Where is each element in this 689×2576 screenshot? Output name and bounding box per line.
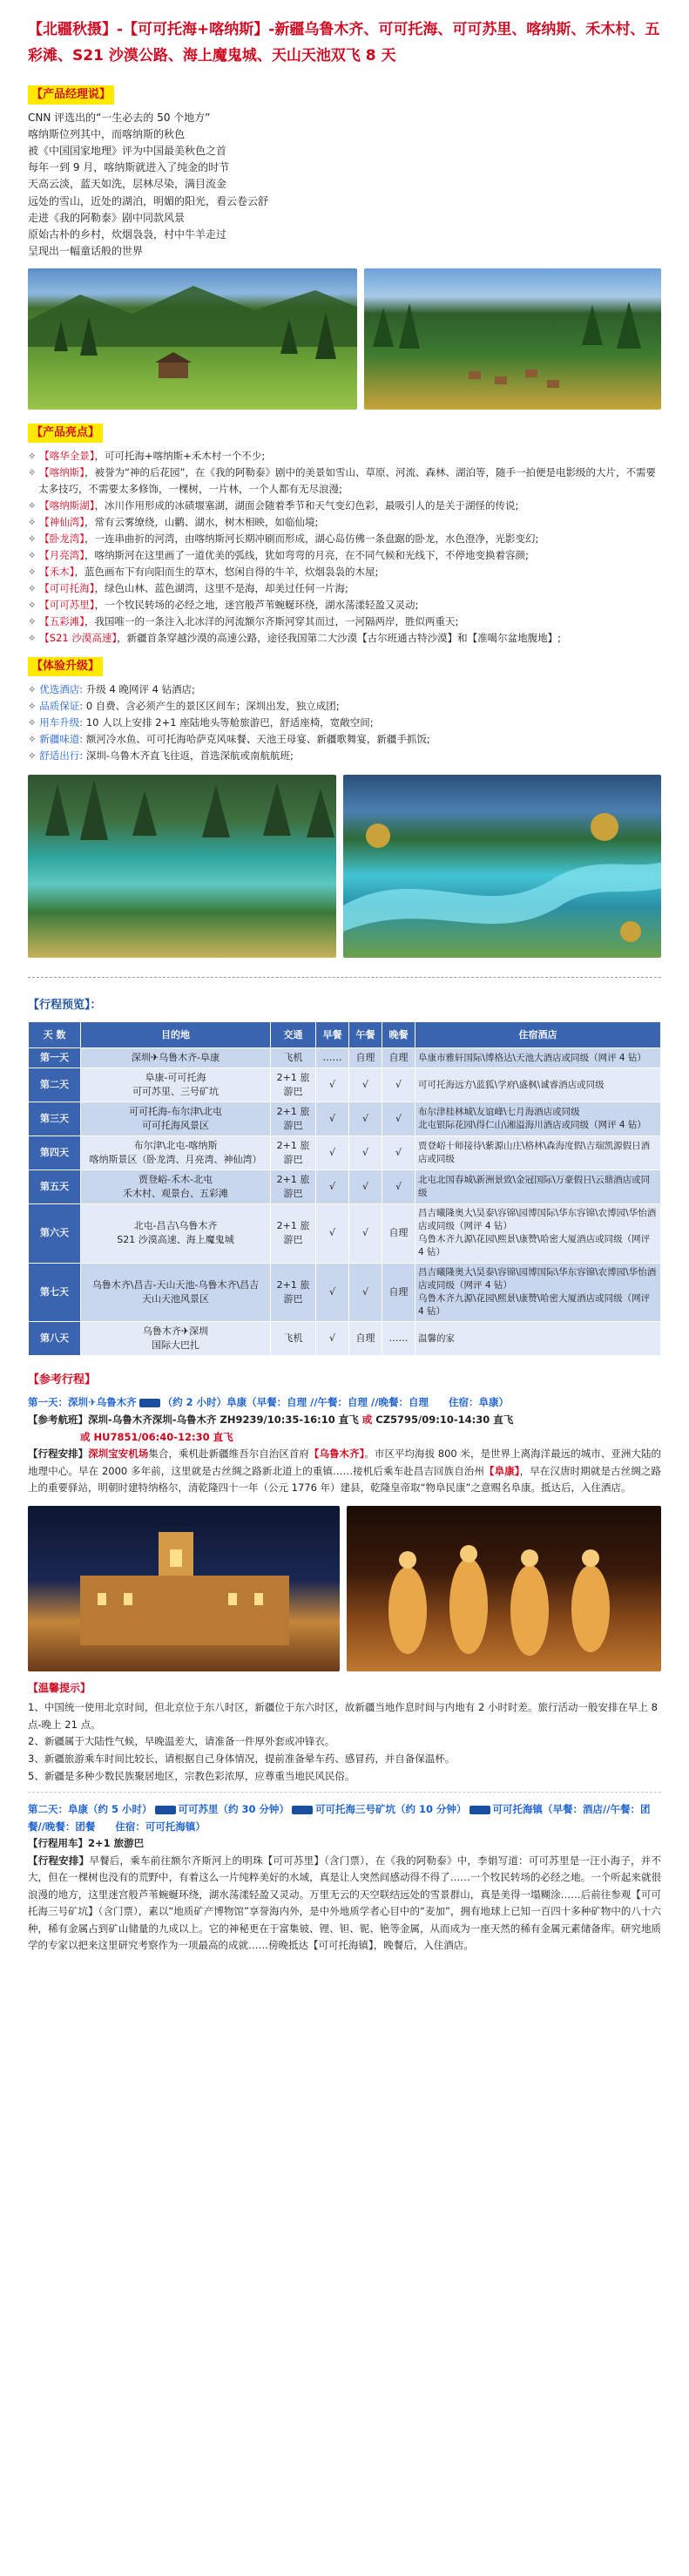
highlight-text: ，被誉为“神的后花园”，在《我的阿勒泰》剧中的美景如雪山、草原、河流、森林、湖泊等，随手一拍便是电影级的大片，不需要太多技巧，不需要太多修饰，一棵树，一片林，一个人都有无尽浪漫;	[38, 466, 656, 496]
table-cell-l: √	[349, 1263, 382, 1322]
table-cell-hotel: 可可托海远方\蓝狐\学府\盛枫\诚睿酒店或同级	[415, 1068, 661, 1102]
tip-item: 1、中国统一使用北京时间，但北京位于东八时区，新疆位于东六时区，故新疆当地作息时间与内地有 2 小时时差。旅行活动一般安排在早上 8 点-晚上 21 点。	[28, 1701, 658, 1731]
table-header-cell: 交通	[271, 1022, 316, 1048]
table-cell-dest: 乌鲁木齐\昌吉-天山天池-乌鲁木齐\昌吉 天山天池风景区	[81, 1263, 271, 1322]
table-header-cell: 住宿酒店	[415, 1022, 661, 1048]
table-cell-b: √	[316, 1068, 349, 1102]
day1-line	[28, 1394, 661, 1412]
bus-icon	[155, 1806, 176, 1814]
day2-arrange-text: 早餐后，乘车前往额尔齐斯河上的明珠【可可苏里】（含门票），在《我的阿勒泰》中，李娟写道：可可苏里是一汪小海子，并不大，但在一棵树也没有的荒野中，有着这么一片纯粹美好的水域，真是让人突然间感动得不得了……一个牧民转场的必经之地。一个听起来就很浪漫的地方，这里迷宫般芦苇蜿蜒环绕，湖水荡漾轻盈又灵动。万里无云的天空联结远处的雪景群山，真是美得一塌糊涂……后前往参观【可可托海三号矿坑】（含门票），素以“地质矿产博物馆”享誉海内外，是中外地质学者心目中的“麦加”，拥有地球上已知一百四十多种矿物中的八十六种，稀有金属占到矿山储量的九成以上。它的神秘更在于富集铍、锂、钽、铌、铯等金属，从而成为一座天然的稀有金属元素储备库。研究地质学的专家以把来这里研究考察作为一项最高的成就……傍晚抵达【可可托海镇】，晚餐后，入住酒店。	[28, 1854, 661, 1952]
table-cell-dest: 深圳✈乌鲁木齐-阜康	[81, 1048, 271, 1068]
upgrade-item: ✧ 用车升级: 10 人以上安排 2+1 座陆地头等舱旅游巴，舒适座椅，宽敞空间;	[28, 716, 374, 729]
table-cell-hotel: 布尔津桂林城\友谊峰\七月海酒店或同级 北屯银际花园\得仁山\湘溢海川酒店或同级（网评 4 钻）	[415, 1102, 661, 1136]
table-cell-b: √	[316, 1102, 349, 1136]
table-cell-l: √	[349, 1169, 382, 1203]
landscape-photo-lake-shore	[28, 775, 336, 958]
table-header-cell: 午餐	[349, 1022, 382, 1048]
bus-icon	[139, 1399, 160, 1407]
table-cell-day: 第八天	[29, 1322, 81, 1356]
table-cell-l: √	[349, 1135, 382, 1169]
experience-line: 呈现出一幅童话般的世界	[28, 245, 144, 258]
highlight-key: 【卧龙湾】	[39, 532, 85, 546]
flight-or: 或	[361, 1413, 373, 1427]
table-header-cell: 晚餐	[382, 1022, 415, 1048]
table-cell-day: 第七天	[29, 1263, 81, 1322]
highlight-item: ✧ 【五彩滩】，我国唯一的一条注入北冰洋的河流额尔齐斯河穿其而过，一河隔两岸，胜似两重天;	[28, 615, 459, 628]
photo-row-1	[28, 268, 661, 410]
upgrade-item: ✧ 优选酒店: 升级 4 晚网评 4 钻酒店;	[28, 683, 195, 696]
landscape-photo-river-bend	[343, 775, 661, 958]
landscape-photo-village-forest	[364, 268, 661, 410]
table-cell-d: √	[382, 1102, 415, 1136]
table-cell-dest: 北屯-昌吉\乌鲁木齐 S21 沙漠高速、海上魔鬼城	[81, 1203, 271, 1263]
table-cell-day: 第二天	[29, 1068, 81, 1102]
experience-line: 天高云淡，蓝天如洗，层林尽染，满目流金	[28, 178, 227, 191]
day2-line-b: 可可苏里（约 30 分钟）	[178, 1803, 290, 1816]
traffic-label: 【行程用车】	[28, 1837, 88, 1850]
highlight-key: 【可可苏里】	[39, 599, 95, 612]
table-cell-traffic: 飞机	[271, 1322, 316, 1356]
highlight-text: ，一连串曲折的河湾，由喀纳斯河长期冲刷而形成，湖心岛仿佛一条盘踞的卧龙，水色澄净，光影变幻;	[84, 532, 539, 546]
highlights-list	[28, 448, 661, 647]
itinerary-heading: 【行程预览】：	[28, 999, 102, 1013]
landscape-photo-mountain-meadow	[28, 268, 357, 410]
table-cell-l: √	[349, 1102, 382, 1136]
experience-line: 喀纳斯位列其中，而喀纳斯的秋色	[28, 127, 186, 140]
table-row	[29, 1048, 661, 1068]
experience-line: CNN 评选出的“一生必去的 50 个地方”	[28, 111, 211, 124]
table-cell-day: 第四天	[29, 1135, 81, 1169]
table-cell-traffic: 2+1 旅游巴	[271, 1169, 316, 1203]
day1-arrange	[28, 1446, 661, 1497]
highlight-key: 【喀纳斯湖】	[39, 499, 95, 512]
tip-item: 3、新疆旅游乘车时间比较长，请根据自己身体情况，提前准备晕车药、感冒药，并自备保温杯。	[28, 1752, 456, 1765]
photo-row-3	[28, 1506, 661, 1671]
highlight-key: 【月亮湾】	[39, 549, 85, 562]
day2-arrange	[28, 1853, 661, 1955]
highlight-key: 【可可托海】	[39, 582, 95, 595]
table-cell-b: √	[316, 1203, 349, 1263]
day1-line-detail: （约 2 小时）阜康（早餐：自理 //午餐：自理 //晚餐：自理 住宿：阜康）	[162, 1396, 509, 1409]
table-cell-hotel: 北屯北国春城\新洲景致\金冠国际\万豪假日\云鼎酒店或同级	[415, 1169, 661, 1203]
section-tag-experience: 【产品经理说】	[28, 85, 114, 105]
highlight-key: 【喀华全景】	[39, 450, 95, 463]
itinerary-table	[28, 1021, 661, 1356]
highlight-item: ✧ 【神仙湾】，常有云雾缭绕，山鹳、湖水，树木相映，如临仙境;	[28, 516, 319, 529]
reference-heading: 【参考行程】	[28, 1373, 97, 1387]
photo-night-bazaar	[28, 1506, 340, 1671]
flight-alt2: 或 HU7851/06:40-12:30 直飞	[80, 1430, 233, 1443]
highlight-item: ✧ 【喀纳斯】，被誉为“神的后花园”，在《我的阿勒泰》剧中的美景如雪山、草原、河流、森林、湖泊等，随手一拍便是电影级的大片，不需要太多技巧，不需要太多修饰，一棵树，一片林，一个人都有无尽浪漫;	[28, 466, 656, 496]
table-cell-b: √	[316, 1169, 349, 1203]
table-cell-day: 第五天	[29, 1169, 81, 1203]
section-tag-upgrade: 【体验升级】	[28, 657, 103, 676]
table-header-row	[29, 1022, 661, 1048]
table-cell-l: √	[349, 1203, 382, 1263]
table-cell-traffic: 2+1 旅游巴	[271, 1135, 316, 1169]
table-row	[29, 1203, 661, 1263]
upgrade-key: 用车升级:	[39, 716, 84, 729]
day2-line-title: 第二天：阜康（约 5 小时）	[28, 1803, 152, 1816]
photo-dance-show	[347, 1506, 661, 1671]
highlight-text: ，一个牧民转场的必经之地，迷宫般芦苇蜿蜒环绕，湖水荡漾轻盈又灵动;	[94, 599, 419, 612]
experience-line: 远处的雪山，近处的湖泊，明媚的阳光，看云卷云舒	[28, 194, 269, 207]
arrange-label: 【行程安排】	[28, 1447, 89, 1461]
table-row	[29, 1263, 661, 1322]
tips-heading: 【温馨提示】	[28, 1681, 91, 1694]
tips-list	[28, 1699, 661, 1785]
table-cell-d: √	[382, 1135, 415, 1169]
flight-label: 【参考航班】	[28, 1413, 88, 1427]
table-cell-traffic: 2+1 旅游巴	[271, 1102, 316, 1136]
table-cell-traffic: 2+1 旅游巴	[271, 1068, 316, 1102]
upgrade-item: ✧ 舒适出行: 深圳-乌鲁木齐直飞往返，首选深航或南航航班;	[28, 749, 294, 763]
day1-line-title: 第一天：深圳✈乌鲁木齐	[28, 1396, 137, 1409]
arrange-highlight: 【阜康】	[484, 1464, 520, 1477]
table-cell-d: ……	[382, 1322, 415, 1356]
highlight-key: 【S21 沙漠高速】	[39, 632, 118, 645]
upgrade-item: ✧ 新疆味道: 额河冷水鱼、可可托海哈萨克风味餐、天池王母宴、新疆歌舞宴，新疆手抓饭;	[28, 733, 430, 746]
arrange-highlight: 深圳宝安机场	[88, 1447, 149, 1461]
upgrade-list	[28, 681, 661, 764]
table-cell-day: 第三天	[29, 1102, 81, 1136]
upgrade-key: 舒适出行:	[39, 749, 84, 763]
table-cell-hotel: 温馨的家	[415, 1322, 661, 1356]
experience-lines	[28, 110, 661, 261]
arrange-highlight: 【乌鲁木齐】	[308, 1447, 365, 1461]
highlight-text: ，可可托海+喀纳斯+禾木村一个不少;	[94, 450, 266, 463]
table-cell-dest: 贾登峪-禾木-北屯 禾木村、观景台、五彩滩	[81, 1169, 271, 1203]
table-cell-d: 自理	[382, 1263, 415, 1322]
table-cell-d: √	[382, 1169, 415, 1203]
table-row	[29, 1102, 661, 1136]
upgrade-key: 优选酒店:	[39, 683, 84, 696]
highlight-text: ，绿色山林、蓝色湖湾，这里不是海，却美过任何一片海;	[94, 582, 348, 595]
experience-line: 原始古朴的乡村，炊烟袅袅，村中牛羊走过	[28, 227, 227, 241]
table-cell-l: √	[349, 1068, 382, 1102]
table-cell-day: 第一天	[29, 1048, 81, 1068]
flight-alt1: CZ5795/09:10-14:30 直飞	[375, 1413, 514, 1427]
bus-icon	[292, 1806, 313, 1814]
highlight-text: ，蓝色画布下有向阳而生的草木，悠闲自得的牛羊，炊烟袅袅的木屋;	[74, 566, 379, 579]
section-tag-highlights: 【产品亮点】	[28, 424, 103, 443]
table-cell-d: 自理	[382, 1203, 415, 1263]
table-cell-day: 第六天	[29, 1203, 81, 1263]
table-cell-d: 自理	[382, 1048, 415, 1068]
upgrade-text: 10 人以上安排 2+1 座陆地头等舱旅游巴，舒适座椅，宽敞空间;	[85, 716, 374, 729]
arrange-text: 集合，乘机赴新疆维吾尔自治区首府	[148, 1447, 309, 1461]
table-cell-dest: 阜康-可可托海 可可苏里、三号矿坑	[81, 1068, 271, 1102]
highlight-text: ，喀纳斯河在这里画了一道优美的弧线，犹如弯弯的月亮，在不同气候和光线下，不停地变换着容颜;	[84, 549, 529, 562]
highlight-item: ✧ 【卧龙湾】，一连串曲折的河湾，由喀纳斯河长期冲刷而形成，湖心岛仿佛一条盘踞的卧龙，水色澄净，光影变幻;	[28, 532, 539, 546]
upgrade-text: 升级 4 晚网评 4 钻酒店;	[85, 683, 195, 696]
table-row	[29, 1322, 661, 1356]
flight-text: 深圳-乌鲁木齐深圳-乌鲁木齐 ZH9239/10:35-16:10 直飞	[88, 1413, 359, 1427]
highlight-item: ✧ 【可可苏里】，一个牧民转场的必经之地，迷宫般芦苇蜿蜒环绕，湖水荡漾轻盈又灵动;	[28, 599, 419, 612]
upgrade-text: 0 自费、含必须产生的景区区间车；深圳出发，独立成团;	[85, 700, 340, 713]
table-cell-dest: 乌鲁木齐✈深圳 国际大巴扎	[81, 1322, 271, 1356]
upgrade-text: 额河冷水鱼、可可托海哈萨克风味餐、天池王母宴、新疆歌舞宴，新疆手抓饭;	[85, 733, 430, 746]
table-cell-b: ……	[316, 1048, 349, 1068]
table-cell-l: 自理	[349, 1048, 382, 1068]
highlight-item: ✧ 【可可托海】，绿色山林、蓝色湖湾，这里不是海，却美过任何一片海;	[28, 582, 348, 595]
highlight-key: 【神仙湾】	[39, 516, 85, 529]
upgrade-key: 品质保证:	[39, 700, 84, 713]
table-cell-b: √	[316, 1322, 349, 1356]
table-row	[29, 1135, 661, 1169]
traffic-info	[28, 1835, 661, 1853]
arrange-text: 。市区平均海拔 800 米，是世界上离海洋最远的城市、亚洲大陆的地理中心。早在 2000 多年前，这里就是古丝绸之路新北道上的重镇……接机后乘车赴昌吉回族自治州	[28, 1447, 662, 1477]
table-cell-dest: 可可托海-布尔津\北屯 可可托海风景区	[81, 1102, 271, 1136]
table-cell-d: √	[382, 1068, 415, 1102]
table-header-cell: 天 数	[29, 1022, 81, 1048]
bus-icon	[469, 1806, 490, 1814]
highlight-item: ✧ 【S21 沙漠高速】，新疆首条穿越沙漠的高速公路，途径我国第二大沙漠【古尔班通古特沙漠】和【准噶尔盆地腹地】;	[28, 632, 562, 645]
section-divider	[28, 977, 661, 978]
highlight-item: ✧ 【喀华全景】，可可托海+喀纳斯+禾木村一个不少;	[28, 450, 266, 463]
table-cell-hotel: 贾登峪十师接待\紫源山庄\格林\森海度假\吉瑞凯源假日酒店或同级	[415, 1135, 661, 1169]
table-cell-b: √	[316, 1263, 349, 1322]
highlight-text: ，常有云雾缭绕，山鹳、湖水，树木相映，如临仙境;	[84, 516, 319, 529]
table-cell-b: √	[316, 1135, 349, 1169]
experience-line: 走进《我的阿勒泰》剧中同款风景	[28, 211, 186, 224]
table-cell-traffic: 2+1 旅游巴	[271, 1203, 316, 1263]
highlight-item: ✧ 【月亮湾】，喀纳斯河在这里画了一道优美的弧线，犹如弯弯的月亮，在不同气候和光线下，不停地变换着容颜;	[28, 549, 529, 562]
table-row	[29, 1169, 661, 1203]
upgrade-key: 新疆味道:	[39, 733, 84, 746]
experience-line: 每年一到 9 月，喀纳斯就进入了纯金的时节	[28, 161, 230, 174]
highlight-key: 【五彩滩】	[39, 615, 85, 628]
table-cell-traffic: 2+1 旅游巴	[271, 1263, 316, 1322]
experience-line: 被《中国国家地理》评为中国最美秋色之首	[28, 145, 227, 158]
flight-info	[28, 1412, 661, 1429]
day2-line-d: 可可托海镇（早餐：酒店//午餐：团餐//晚餐：团餐 住宿：可可托海镇）	[28, 1803, 651, 1833]
upgrade-text: 深圳-乌鲁木齐直飞往返，首选深航或南航航班;	[85, 749, 294, 763]
highlight-key: 【喀纳斯】	[39, 466, 85, 479]
day2-line	[28, 1801, 661, 1835]
page-title: 【北疆秋摄】-【可可托海+喀纳斯】-新疆乌鲁木齐、可可托海、可可苏里、喀纳斯、禾木村、五彩滩、S21 沙漠公路、海上魔鬼城、天山天池双飞 8 天	[28, 21, 660, 64]
table-cell-l: 自理	[349, 1322, 382, 1356]
arrange-label: 【行程安排】	[28, 1854, 90, 1867]
tip-item: 2、新疆属于大陆性气候，早晚温差大，请准备一件厚外套或冲锋衣。	[28, 1735, 335, 1748]
highlight-item: ✧ 【喀纳斯湖】，冰川作用形成的冰碛堰塞湖，湖面会随着季节和天气变幻色彩，最吸引人的是关于湖怪的传说;	[28, 499, 519, 512]
day2-line-c: 可可托海三号矿坑（约 10 分钟）	[315, 1803, 467, 1816]
highlight-text: ，新疆首条穿越沙漠的高速公路，途径我国第二大沙漠【古尔班通古特沙漠】和【准噶尔盆地腹地】;	[117, 632, 562, 645]
table-header-cell: 早餐	[316, 1022, 349, 1048]
tip-item: 5、新疆是多种少数民族聚居地区，宗教色彩浓厚，应尊重当地民风民俗。	[28, 1769, 355, 1782]
table-cell-hotel: 阜康市雅轩国际\博格达\天池大酒店或同级（网评 4 钻）	[415, 1048, 661, 1068]
table-cell-hotel: 昌吉曦隆奥大\昊泰\容锦\园博国际\华东容锦\农博园\华怡酒店或同级（网评 4 钻） 乌鲁木齐九源\花园\熙景\康赞\哈密大厦酒店或同级（网评 4 钻）	[415, 1263, 661, 1322]
traffic-text: 2+1 旅游巴	[88, 1837, 145, 1850]
arrange-text: ，早在汉唐时期就是古丝绸之路上的重要驿站，明朝时建特纳格尔，清乾隆四十一年（公元 1776 年）建县，乾隆皇帝取“物阜民康”之意赐名阜康。抵达后，入住酒店。	[28, 1464, 662, 1495]
highlight-text: ，冰川作用形成的冰碛堰塞湖，湖面会随着季节和天气变幻色彩，最吸引人的是关于湖怪的传说;	[94, 499, 519, 512]
table-cell-dest: 布尔津\北屯-喀纳斯 喀纳斯景区（卧龙湾、月亮湾、神仙湾）	[81, 1135, 271, 1169]
photo-row-2	[28, 775, 661, 958]
table-cell-traffic: 飞机	[271, 1048, 316, 1068]
table-cell-hotel: 昌吉曦隆奥大\昊泰\容锦\园博国际\华东容锦\农博园\华怡酒店或同级（网评 4 钻） 乌鲁木齐九源\花园\熙景\康赞\哈密大厦酒店或同级（网评 4 钻）	[415, 1203, 661, 1263]
table-row	[29, 1068, 661, 1102]
highlight-text: ，我国唯一的一条注入北冰洋的河流额尔齐斯河穿其而过，一河隔两岸，胜似两重天;	[84, 615, 459, 628]
highlight-item: ✧ 【禾木】，蓝色画布下有向阳而生的草木，悠闲自得的牛羊，炊烟袅袅的木屋;	[28, 566, 379, 579]
divider	[28, 1792, 661, 1793]
highlight-key: 【禾木】	[39, 566, 75, 579]
flight-alt2-row	[28, 1429, 661, 1447]
upgrade-item: ✧ 品质保证: 0 自费、含必须产生的景区区间车；深圳出发，独立成团;	[28, 700, 340, 713]
table-header-cell: 目的地	[81, 1022, 271, 1048]
